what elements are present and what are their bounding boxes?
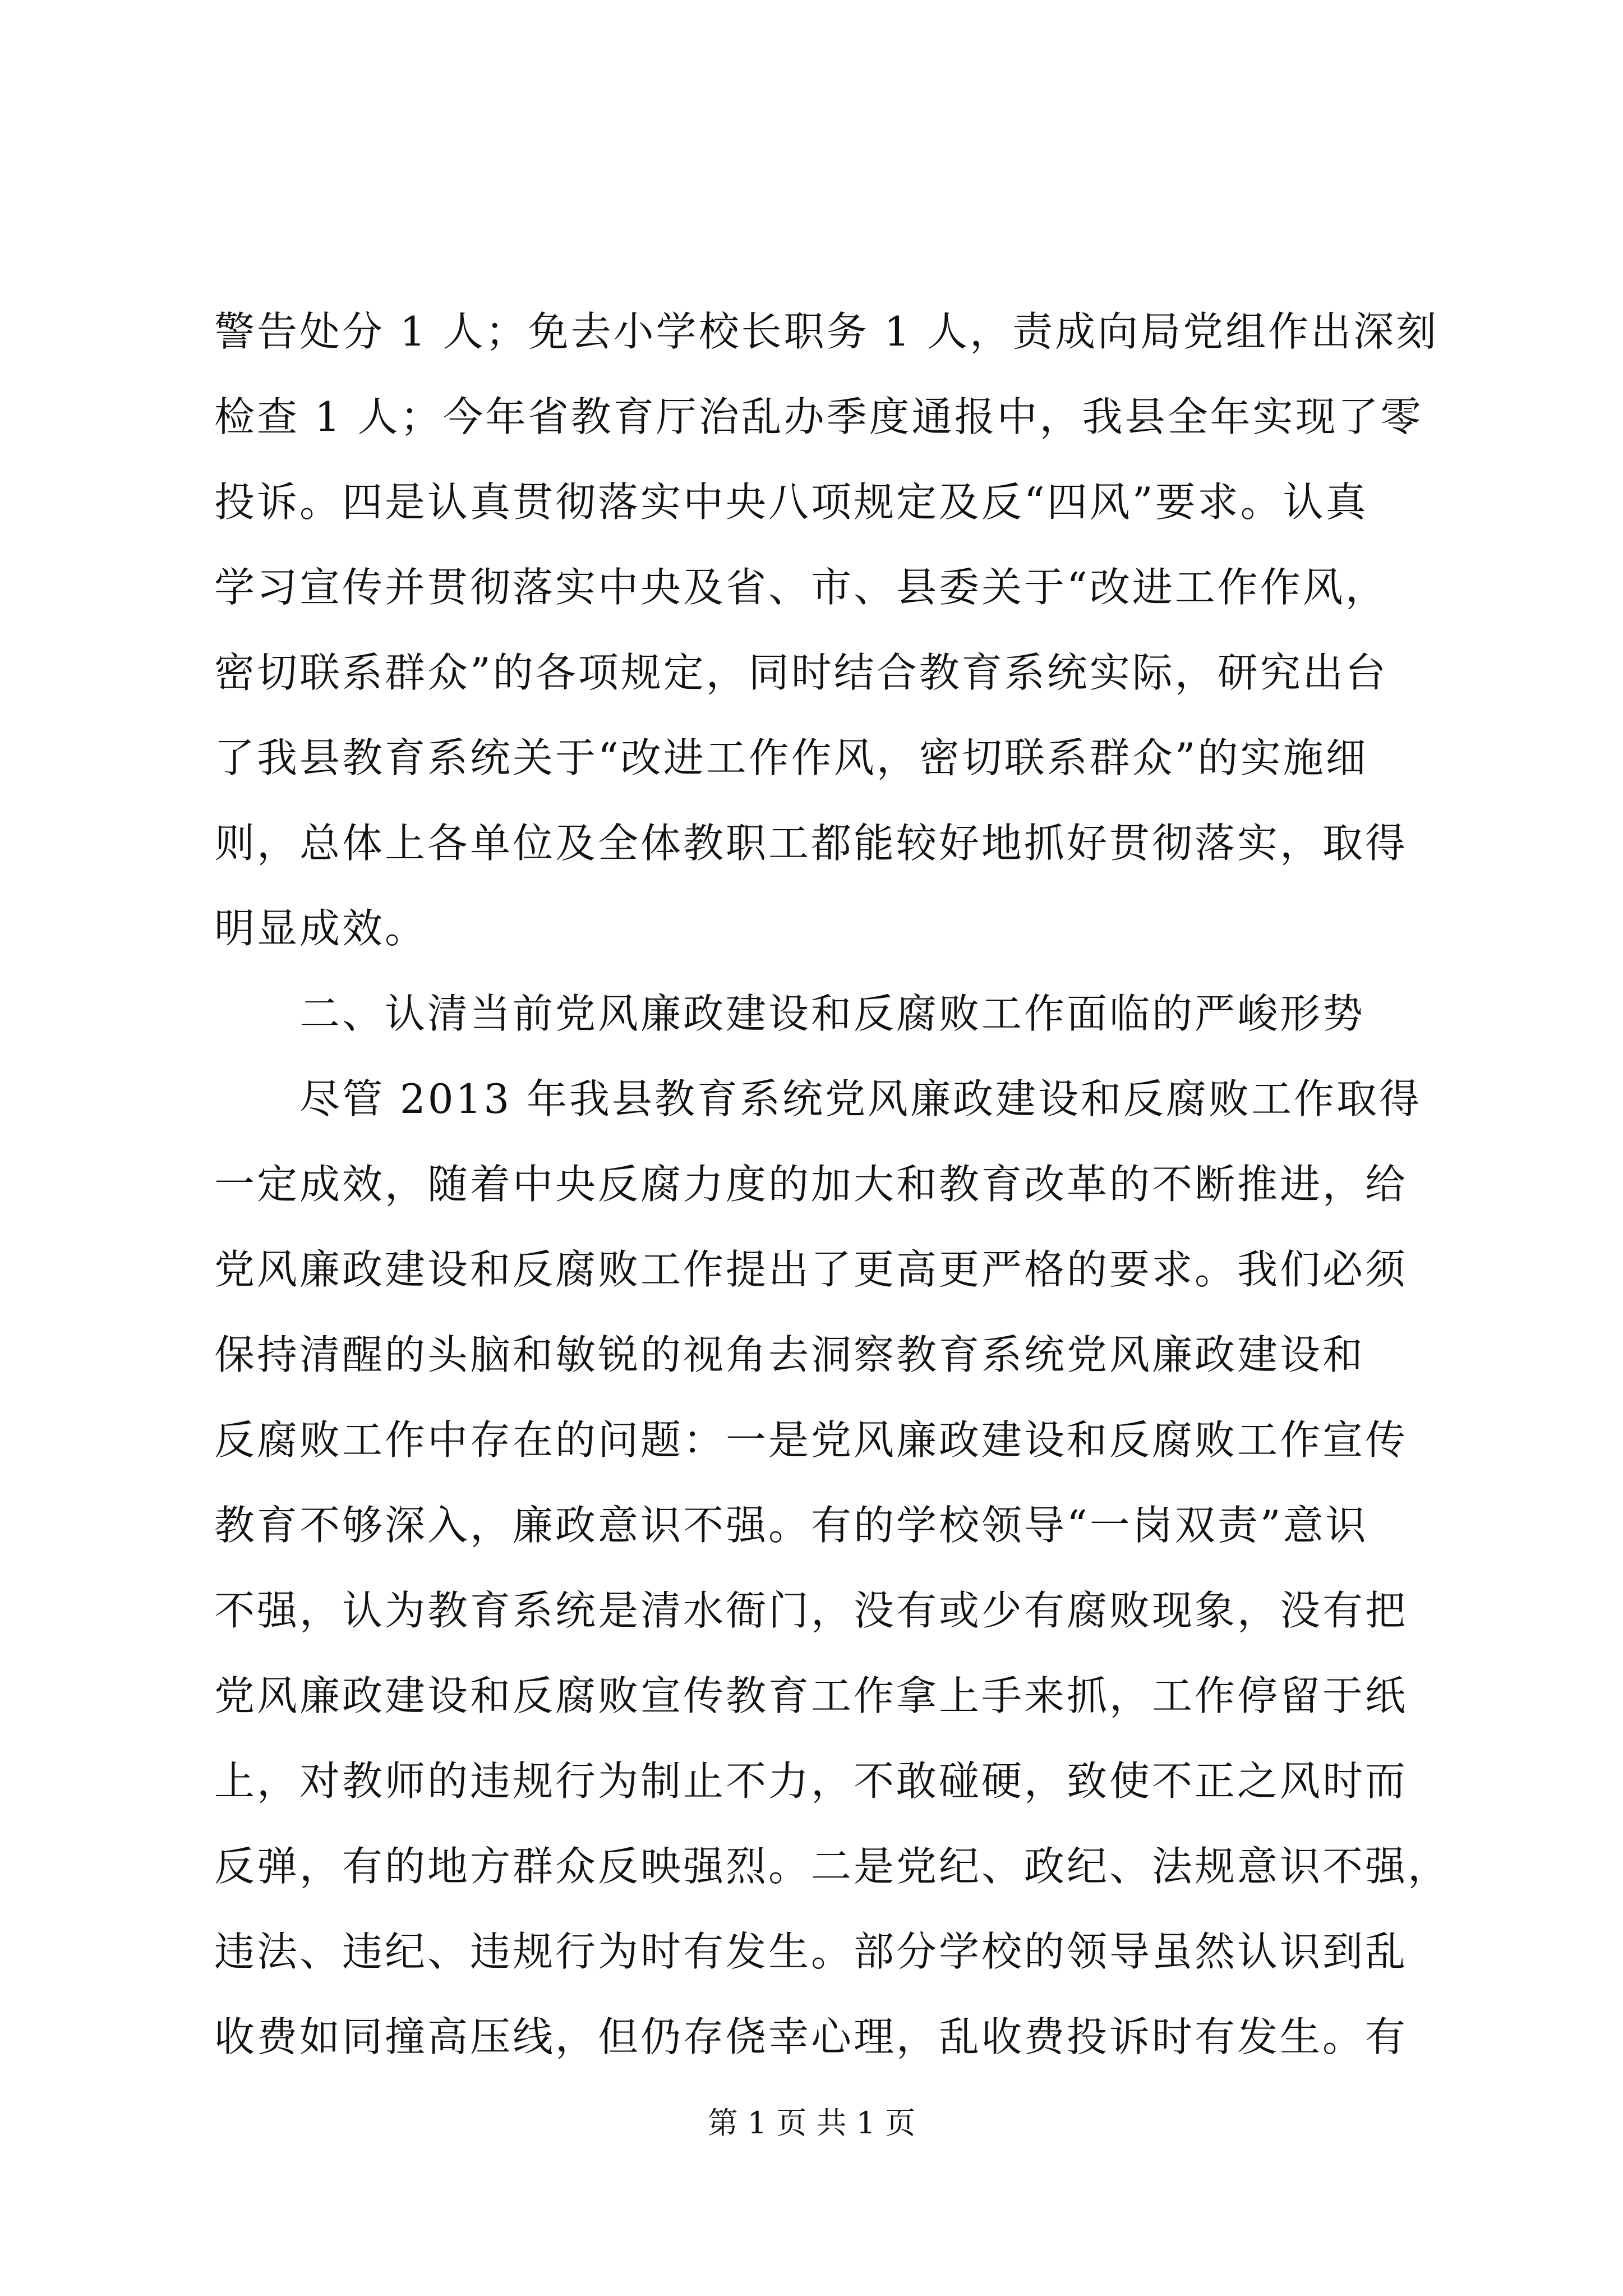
section-heading: 二、认清当前党风廉政建设和反腐败工作面临的严峻形势 [299, 990, 1366, 1037]
text-line: 则，总体上各单位及全体教职工都能较好地抓好贯彻落实，取得 [214, 820, 1408, 867]
text-line: 明显成效。 [214, 905, 428, 952]
text-line: 反腐败工作中存在的问题：一是党风廉政建设和反腐败工作宣传 [214, 1416, 1408, 1464]
text-line: 投诉。四是认真贯彻落实中央八项规定及反“四风”要求。认真 [214, 478, 1368, 526]
text-line: 反弹，有的地方群众反映强烈。二是党纪、政纪、法规意识不强， [214, 1843, 1451, 1890]
text-line: 教育不够深入，廉政意识不强。有的学校领导“一岗双责”意识 [214, 1502, 1368, 1549]
paragraph-start: 尽管 2013 年我县教育系统党风廉政建设和反腐败工作取得 [299, 1075, 1422, 1122]
page-number-footer: 第 1 页 共 1 页 [707, 2105, 916, 2141]
text-line: 学习宣传并贯彻落实中央及省、市、县委关于“改进工作作风， [214, 564, 1388, 611]
text-line: 警告处分 1 人；免去小学校长职务 1 人，责成向局党组作出深刻 [214, 308, 1439, 355]
text-line: 保持清醒的头脑和敏锐的视角去洞察教育系统党风廉政建设和 [214, 1331, 1366, 1378]
text-line: 违法、违纪、违规行为时有发生。部分学校的领导虽然认识到乱 [214, 1928, 1408, 1975]
text-line: 收费如同撞高压线，但仍存侥幸心理，乱收费投诉时有发生。有 [214, 2013, 1408, 2060]
text-line: 一定成效，随着中央反腐力度的加大和教育改革的不断推进，给 [214, 1161, 1408, 1208]
text-line: 上，对教师的违规行为制止不力，不敢碰硬，致使不正之风时而 [214, 1757, 1408, 1805]
text-line: 不强，认为教育系统是清水衙门，没有或少有腐败现象，没有把 [214, 1587, 1408, 1634]
text-line: 党风廉政建设和反腐败宣传教育工作拿上手来抓，工作停留于纸 [214, 1672, 1408, 1719]
text-line: 了我县教育系统关于“改进工作作风，密切联系群众”的实施细 [214, 734, 1368, 781]
text-line: 检查 1 人；今年省教育厅治乱办季度通报中，我县全年实现了零 [214, 393, 1423, 440]
text-line: 密切联系群众”的各项规定，同时结合教育系统实际，研究出台 [214, 649, 1388, 696]
text-line: 党风廉政建设和反腐败工作提出了更高更严格的要求。我们必须 [214, 1246, 1408, 1293]
